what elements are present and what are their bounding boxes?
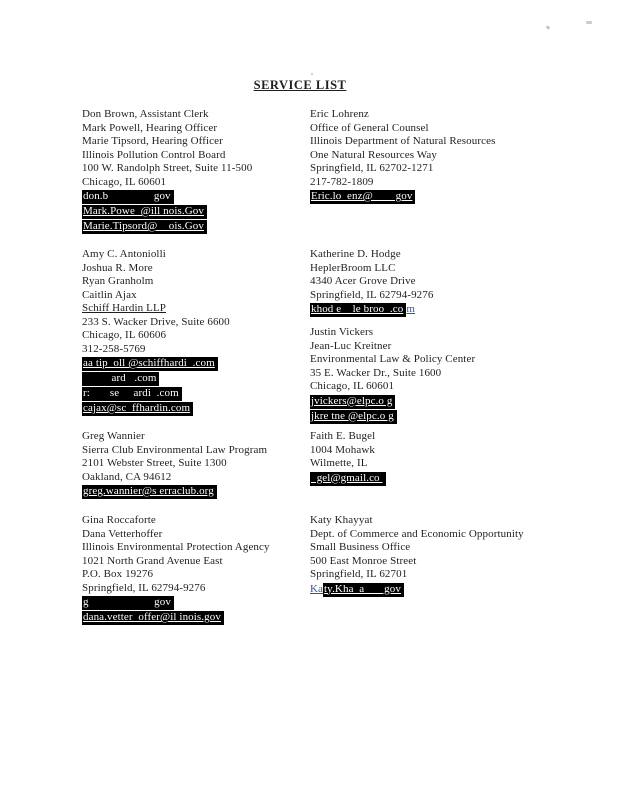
contact-text-line: Jean-Luc Kreitner [310, 339, 392, 352]
contact-block-r1 [310, 108, 495, 204]
page-title: SERVICE LIST [253, 78, 347, 92]
redaction-highlight: gel@gmail.co [310, 472, 386, 486]
contact-text-line: Ryan Granholm [82, 275, 154, 287]
redacted-email-line [82, 204, 252, 219]
redaction-highlight: aa tip oll @schiffhardi .com [82, 357, 218, 371]
contact-text-line: Schiff Hardin LLP [82, 302, 166, 314]
contact-text-line: Office of General Counsel [310, 121, 429, 134]
contact-text-line: Sierra Club Environmental Law Program [82, 443, 268, 456]
contact-text-line: 100 W. Randolph Street, Suite 11-500 [82, 162, 253, 174]
contact-text-line: Springfield, IL 62702-1271 [310, 162, 434, 174]
contact-text-line: Greg Wannier [82, 430, 145, 442]
redaction-highlight: ard .com [82, 372, 159, 386]
contact-text-line: 233 S. Wacker Drive, Suite 6600 [82, 315, 230, 328]
scan-artifact [586, 21, 592, 24]
contact-text-line: 500 East Monroe Street [310, 554, 417, 567]
contact-text-line: Faith E. Bugel [310, 430, 376, 442]
redaction-highlight: g gov [82, 596, 174, 610]
contact-text-line: Springfield, IL 62701 [310, 568, 408, 580]
redacted-email-line [310, 302, 433, 317]
contact-text-line: Springfield, IL 62794-9276 [82, 581, 206, 594]
contact-text-line: 2101 Webster Street, Suite 1300 [82, 457, 227, 469]
contact-text-line: HeplerBroom LLC [310, 261, 396, 274]
contact-text-line: Joshua R. More [82, 261, 153, 274]
redaction-highlight: khod e le broo .co [310, 303, 406, 317]
redaction-highlight: Marie.Tipsord@ ois.Gov [82, 220, 207, 234]
redaction-highlight: don.b gov [82, 190, 174, 204]
contact-text-line: Chicago, IL 60601 [310, 380, 395, 392]
redacted-email-line [82, 386, 230, 401]
redaction-highlight: r: se ardi .com [82, 387, 182, 401]
redaction-highlight: Eric.lo enz@ gov [310, 190, 415, 204]
scan-artifact [311, 73, 313, 75]
redacted-email-line [82, 610, 270, 625]
contact-text-line: Springfield, IL 62794-9276 [310, 288, 434, 301]
contact-block-l2 [82, 248, 230, 416]
contact-text-line: 35 E. Wacker Dr., Suite 1600 [310, 366, 442, 379]
contact-text-line: One Natural Resources Way [310, 148, 437, 161]
contact-block-r5 [310, 514, 524, 597]
contact-text-line: Dept. of Commerce and Economic Opportunity [310, 527, 524, 540]
contact-text-line: Dana Vetterhoffer [82, 527, 163, 540]
contact-text-line: 4340 Acer Grove Drive [310, 275, 416, 287]
contact-block-r3 [310, 326, 475, 424]
contact-text-line: Caitlin Ajax [82, 288, 137, 301]
redacted-email-line [310, 471, 386, 486]
contact-text-line: 312-258-5769 [82, 342, 146, 355]
contact-text-line: Environmental Law & Policy Center [310, 353, 476, 365]
contact-block-l4 [82, 514, 270, 625]
redaction-highlight: cajax@sc ffhardin.com [82, 402, 193, 416]
redacted-email-line [310, 409, 475, 424]
contact-text-line: P.O. Box 19276 [82, 568, 154, 580]
redacted-email-line [82, 356, 230, 371]
contact-text-line: Gina Roccaforte [82, 514, 156, 526]
redaction-highlight: dana.vetter offer@il inois.gov [82, 611, 224, 625]
redacted-email-line [82, 484, 267, 499]
contact-text-line: Amy C. Antoniolli [82, 248, 166, 260]
redaction-highlight: jkre tne @elpc.o g [310, 410, 397, 424]
contact-text-line: Justin Vickers [310, 326, 374, 338]
contact-block-r4 [310, 430, 386, 486]
contact-text-line: Illinois Department of Natural Resources [310, 135, 496, 147]
contact-text-line: Chicago, IL 60601 [82, 175, 167, 188]
contact-text-line: Marie Tipsord, Hearing Officer [82, 135, 223, 147]
contact-text-line: 217-782-1809 [310, 175, 374, 188]
redaction-highlight: jvickers@elpc.o g [310, 395, 395, 409]
contact-block-l1 [82, 108, 252, 234]
contact-text-line: Chicago, IL 60606 [82, 329, 167, 341]
contact-text-line: Illinois Pollution Control Board [82, 148, 226, 161]
redacted-email-line [310, 582, 524, 597]
contact-text-line: Eric Lohrenz [310, 108, 369, 120]
redacted-email-line [82, 595, 270, 610]
email-visible-fragment: Ka [310, 582, 324, 595]
redacted-email-line [310, 189, 495, 204]
email-visible-fragment: m [406, 303, 415, 315]
redaction-highlight: ty.Kha a gov [323, 583, 404, 597]
redaction-highlight: Mark.Powe @ill nois.Gov [82, 205, 207, 219]
contact-text-line: Katy Khayyat [310, 514, 373, 526]
redacted-email-line [82, 189, 252, 204]
scan-artifact [546, 25, 551, 30]
redacted-email-line [82, 371, 230, 386]
contact-text-line: 1004 Mohawk [310, 443, 375, 456]
contact-text-line: Wilmette, IL [310, 457, 368, 469]
contact-block-r2 [310, 248, 433, 317]
contact-block-l3 [82, 430, 267, 499]
contact-text-line: Small Business Office [310, 541, 411, 553]
redacted-email-line [310, 394, 475, 409]
contact-text-line: Oakland, CA 94612 [82, 470, 172, 483]
contact-text-line: Mark Powell, Hearing Officer [82, 121, 218, 134]
redaction-highlight: greg.wannier@s erraclub.org [82, 485, 217, 499]
contact-text-line: 1021 North Grand Avenue East [82, 554, 223, 567]
contact-text-line: Katherine D. Hodge [310, 248, 401, 260]
contact-text-line: Don Brown, Assistant Clerk [82, 108, 209, 120]
contact-text-line: Illinois Environmental Protection Agency [82, 541, 270, 553]
redacted-email-line [82, 401, 230, 416]
redacted-email-line [82, 219, 252, 234]
